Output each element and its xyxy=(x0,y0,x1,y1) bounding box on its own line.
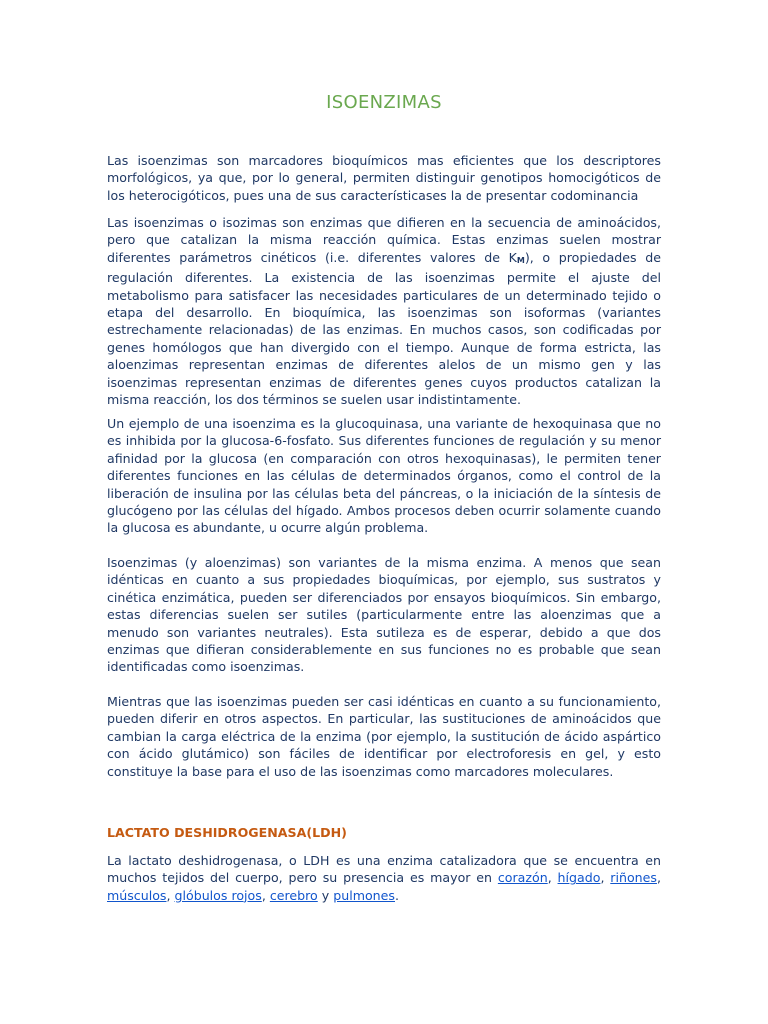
separator: , xyxy=(656,870,661,886)
link-cerebro[interactable]: cerebro xyxy=(269,887,318,903)
text-segment: ), o propiedades de regulación diferentes. La existencia de las isoenzimas permite el ajuste del metabolismo para satisfacer las necesidades particulares de un determinado tejido o etapa del desarrollo. En bioquímica, las isoenzimas son isoformas (variantes estrechamente relacionadas) de las enzimas. En muchos casos, son codificadas por genes homólogos que han divergido con el tiempo. Aunque de forma estricta, las aloenzimas representan enzimas de diferentes alelos de un mismo gen y las isoenzimas representan enzimas de diferentes genes cuyos productos catalizan la misma reacción, los dos términos se suelen usar indistintamente. xyxy=(107,249,661,408)
paragraph-definition xyxy=(107,214,661,408)
link-musculos[interactable]: músculos xyxy=(107,887,167,903)
period: . xyxy=(394,887,399,903)
text-segment: Las isoenzimas o isozimas son enzimas que difieren en la secuencia de aminoácidos, pero que catalizan la misma reacción química. Estas enzimas suelen mostrar diferentes parámetros cinéticos (i.e. diferentes valores de K xyxy=(107,215,661,265)
link-higado[interactable]: hígado xyxy=(557,870,601,886)
km-subscript: M xyxy=(516,255,525,265)
paragraph-text: Mientras que las isoenzimas pueden ser casi idénticas en cuanto a su funcionamiento, pueden diferir en otros aspectos. En particular, las sustituciones de aminoácidos que cambian la carga eléctrica de la enzima (por ejemplo, la sustitución de ácido aspártico con ácido glutámico) son fáciles de identificar por electroforesis en gel, y esto constituye la base para el uso de las isoenzimas como marcadores moleculares. xyxy=(107,694,661,779)
link-pulmones[interactable]: pulmones xyxy=(333,887,395,903)
paragraph-text xyxy=(107,852,661,904)
link-rinones[interactable]: riñones xyxy=(610,870,657,886)
paragraph-ldh xyxy=(107,852,661,904)
separator: , xyxy=(166,887,175,903)
text-segment: La lactato deshidrogenasa, o LDH es una enzima catalizadora que se encuentra en muchos tejidos del cuerpo, pero su presencia es mayor en xyxy=(107,853,661,886)
conjunction: y xyxy=(317,887,334,903)
paragraph-variants xyxy=(107,554,661,676)
paragraph-text xyxy=(107,214,661,408)
page-title: ISOENZIMAS xyxy=(326,92,442,113)
paragraph-intro xyxy=(107,152,661,204)
paragraph-text: Las isoenzimas son marcadores bioquímicos mas eficientes que los descriptores morfológicos, ya que, por lo general, permiten distinguir genotipos homocigóticos de los heterocigóticos, pues una de sus característicases la de presentar codominancia xyxy=(107,153,661,203)
separator: , xyxy=(261,887,270,903)
paragraph-text: Isoenzimas (y aloenzimas) son variantes de la misma enzima. A menos que sean idénticas en cuanto a sus propiedades bioquímicas, por ejemplo, sus sustratos y cinética enzimática, pueden ser diferenciados por ensayos bioquímicos. Sin embargo, estas diferencias suelen ser sutiles (particularmente entre las aloenzimas que a menudo son variantes neutrales). Esta sutileza es de esperar, debido a que dos enzimas que difieran considerablemente en sus funciones no es probable que sean identificadas como isoenzimas. xyxy=(107,555,661,675)
link-globulos-rojos[interactable]: glóbulos rojos xyxy=(174,887,262,903)
paragraph-text: Un ejemplo de una isoenzima es la glucoquinasa, una variante de hexoquinasa que no es inhibida por la glucosa-6-fosfato. Sus diferentes funciones de regulación y su menor afinidad por la glucosa (en comparación con otros hexoquinasas), le permiten tener diferentes funciones en las células de determinados órganos, como el control de la liberación de insulina por las células beta del páncreas, o la iniciación de la síntesis de glucógeno por las células del hígado. Ambos procesos deben ocurrir solamente cuando la glucosa es abundante, u ocurre algún problema. xyxy=(107,416,661,536)
paragraph-electrophoresis xyxy=(107,693,661,780)
separator: , xyxy=(547,870,558,886)
section-heading-ldh: LACTATO DESHIDROGENASA(LDH) xyxy=(107,825,347,840)
link-corazon[interactable]: corazón xyxy=(497,870,548,886)
separator: , xyxy=(600,870,611,886)
paragraph-glucokinase xyxy=(107,415,661,537)
